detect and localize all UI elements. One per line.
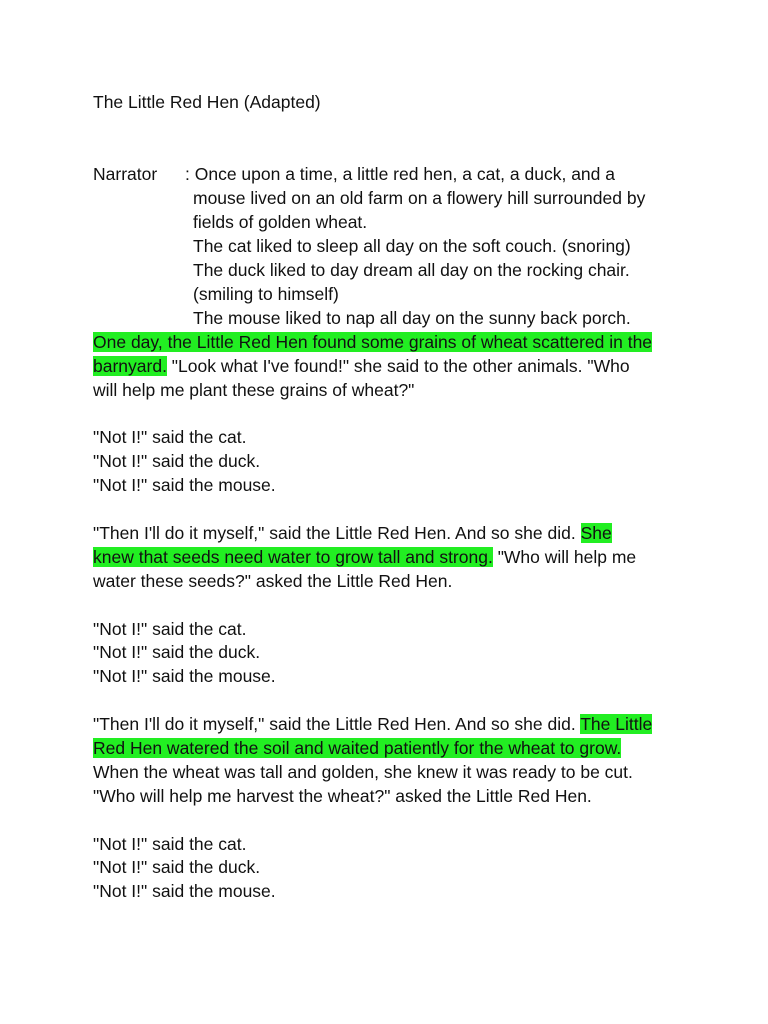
paragraph-line [93,521,612,545]
paragraph-line [93,545,636,569]
speaker-label: Narrator [93,164,158,184]
narration-line: The mouse liked to nap all day on the sunny back porch. [193,308,631,328]
paragraph-text: "Look what I've found!" she said to the other animals. "Who [166,356,630,376]
reply-line: "Not I!" said the duck. [93,642,261,662]
reply-line: "Not I!" said the mouse. [93,666,276,686]
reply-line: "Not I!" said the cat. [93,834,247,854]
reply-line: "Not I!" said the cat. [93,427,247,447]
paragraph-text: "Then I'll do it myself," said the Little Red Hen. And so she did. [93,714,581,734]
paragraph-line [93,330,652,354]
paragraph-text: "Then I'll do it myself," said the Little Red Hen. And so she did. [93,523,581,543]
paragraph-line [93,354,630,378]
paragraph-line [93,736,621,760]
reply-line: "Not I!" said the duck. [93,451,261,471]
reply-line: "Not I!" said the mouse. [93,881,276,901]
narration-line: mouse lived on an old farm on a flowery hill surrounded by [193,188,646,208]
narration-line: fields of golden wheat. [193,212,368,232]
paragraph-text: "Who will help me [492,547,637,567]
document-title: The Little Red Hen (Adapted) [93,92,321,112]
paragraph-line: will help me plant these grains of wheat?" [93,380,415,400]
narration-line: The cat liked to sleep all day on the soft couch. (snoring) [193,236,631,256]
highlighted-text: One day, the Little Red Hen found some grains of wheat scattered in the [93,332,653,352]
paragraph-line: water these seeds?" asked the Little Red Hen. [93,571,453,591]
paragraph-line: "Who will help me harvest the wheat?" asked the Little Red Hen. [93,786,592,806]
reply-line: "Not I!" said the mouse. [93,475,276,495]
narration-first-line: : Once upon a time, a little red hen, a cat, a duck, and a [185,164,615,184]
narration-line: (smiling to himself) [193,284,339,304]
paragraph-line [93,712,652,736]
reply-line: "Not I!" said the duck. [93,857,261,877]
highlighted-text: Red Hen watered the soil and waited patiently for the wheat to grow. [93,738,622,758]
paragraph-line: When the wheat was tall and golden, she knew it was ready to be cut. [93,762,633,782]
highlighted-text: She [580,523,612,543]
narration-line: The duck liked to day dream all day on the rocking chair. [193,260,630,280]
highlighted-text: knew that seeds need water to grow tall and strong. [93,547,493,567]
reply-line: "Not I!" said the cat. [93,619,247,639]
highlighted-text: barnyard. [93,356,167,376]
highlighted-text: The Little [580,714,653,734]
